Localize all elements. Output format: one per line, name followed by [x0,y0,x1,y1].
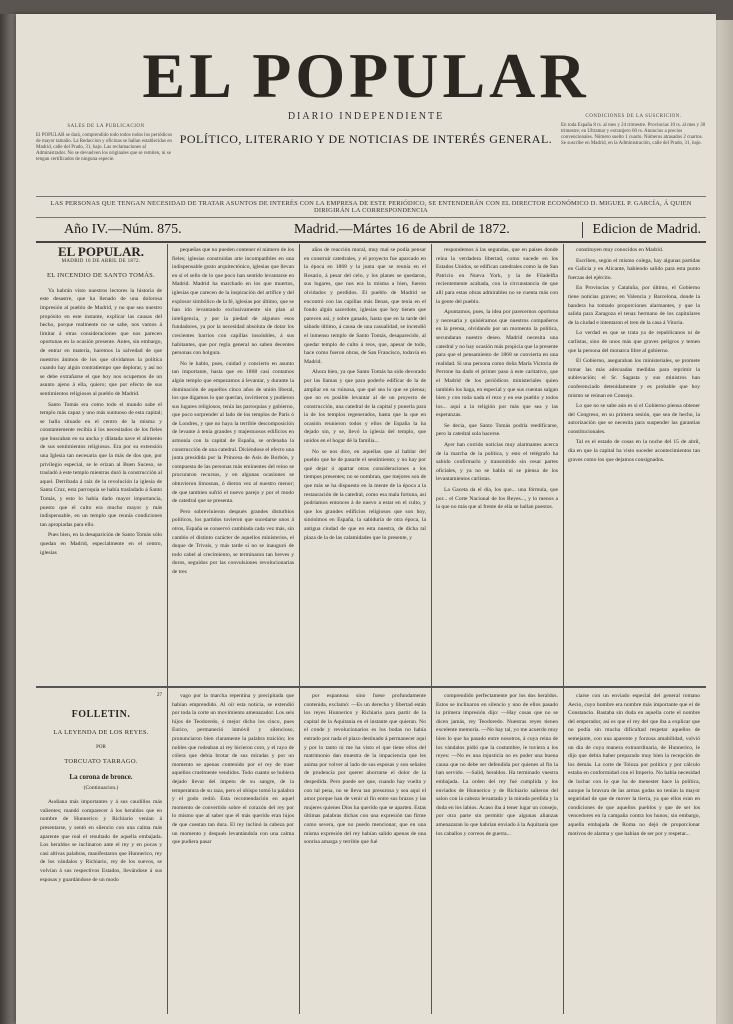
dateline [36,219,706,243]
article-date: MADRID 16 DE ABRIL DE 1872. [61,258,141,264]
paragraph: No le hablo, pues, cuidad y concierto en asunto tan importante, hasta que en 1868 casi contamos algún templo que empezamos á levantar, y durante la dominación de aquellos cinco años de unión liberal, los que digamos lo que querían, invirtieron y pudieron sus lugares religiosos, tenía las parroquias y gobierno, que poco sorprender al lado de los templos de París ó de Londres, y que no haya la terrible descomposición de levante á tenía grandes y majestuosos edificios en armonía con la capital de España, se ordenaba la construcción de una catedral. Diciéndose el efecto una junta presidida por la Princesa de Asís de Borbón, y compuesta de las personas más eminentes del reino se procuraron recursos, y en algunas ocasiones se obtuvieron limosnas, ó dieron vez al nuestro menor; de que tambien sufrió el nuevo parejo y por el modo de catedral que se presenta. [172,360,294,505]
folletin-column-2 [172,692,294,1012]
folletin-column-1 [40,692,162,1012]
paragraph: Apuntamos, pues, la idea por parecernos oportuna y necesaria y quisiéramos que nuestros compañeros en la prensa, olvidando por un momento la política, secundaran nuestro deseo. Madrid necesita una catedral y no hay ocasión más propicia que la presente para que el pensamiento de 1868 se convierta en una realidad. Si una persona como doña María Victoria de Perrone ha dado el primer paso á este caritativo, que el Madrid de los periódicos ministeriales quien también los haga, en especial y que sus cuentas salgan bien y con toda nada el rezo y en ese pueblo y todos los... aquí a la religión por más que sea y las esperanzas. [436,309,558,419]
article-column-2 [172,246,294,682]
article-column-3 [304,246,426,682]
paragraph: Ayer han corrido noticias muy alarmantes acerca de la marcha de la política, y esto el telégrafo ha sabido confirmarlo y transmitido sin cesar partes oficiales, y ya no se habla ni se piensa de los levantamientos carlistas. [436,442,558,483]
folletin-column-4 [436,692,558,1012]
newspaper-tagline: POLÍTICO, LITERARIO Y DE NOTICIAS DE INTERÉS GENERAL. [179,132,553,146]
section-heading: EL POPULAR. [58,246,144,259]
column-rule [299,244,300,1014]
folletin-title: LA LEYENDA DE LOS REYES. [53,729,149,737]
subscription-info-text: En toda España 8 rs. al mes y 24 trimestre. Provincias 10 rs. al mes y 30 trimestre; en Ultramar y extranjero 60 rs. Anuncios a precios convencionales. Número suelto 1 cuarto. Números atrasados 2 cuartos. Se suscribe en Madrid, en la Administración, calle del Prado, 31, bajo. [561,123,706,146]
paragraph: pequeñas que no pueden contener el número de los fieles; iglesias construidas arte incompatibles en una indispensable gusto arquitectónico, iglesias que llevan en sí el sello de lo que poco han sentido levantarse en Madrid. Madrid ha marchado en los que muertos, iglesias que carecen de la inspiración del artífice y del explosor simbólico de la fé, iglesias por último, que se han ido levantando exclusivamente sin plan al inteligencia, y por la piedad de algunos esos fundadores, ya por la necesidad absoluta de dotar los crecientes barrios con capillas insolubles, á sus habitantes, que por regla general no saben decentes personas con holgura. [172,247,294,357]
publication-info-text: El POPULAR se dará, comprendido todo todos todos los periódicos de mayor tamaño. La Redaccion y oficinas se hallan establecidas en Madrid, calle del Prado, 31, bajo. Las reclamaciones al Administrador. No se devuelven los originales que se remiten, ni se tengan certificados de ninguna especie. [36,133,173,162]
paragraph: Se decía, que Santo Tomás podría reedificarse, pero la catedral sola hacerse. [436,422,558,438]
paragraph: Lo verdad es que se trata ya de republicanos ni de carlistas, sino de unos más que graves peligros y temen que la persona del monarca libre al gobierno. [568,330,700,354]
paragraph: respondemos á las segundas, que en países donde reina la verdadera libertad, como sucede en los Estados Unidos, se edifican catedrales como la de San Patricio en Nueva York, y la de Filadelfia recientemente acabada, con la circunstancia de que allí para estas obras admirables no se cuenta más con la gente del pueblo. [436,247,558,305]
paragraph: En Provincias y Cataluña, por último, el Gobierno tiene noticias graves; en Valencia y Barcelona, donde la bandera ha tomado proporciones alarmantes, y que la salida para Zaragoza el tenaz hermano de los capitulares de la ciudad e intentaron el tren de la casa á Vitoria. [568,285,700,326]
edition-label: Edicion de Madrid. [582,222,701,238]
article-column-5 [568,246,700,682]
paragraph: Tal es el estado de cosas en la noche del 15 de abril, día en que la capital ha visto suceder acontecimientos tan graves como los que dejamos consignados. [568,439,700,463]
correspondence-notice: LAS PERSONAS QUE TENGAN NECESIDAD DE TRATAR ASUNTOS DE INTERÉS CON LA EMPRESA DE ESTE PERIÓDICO, SE ENTENDERÁN CON EL DIRECTOR ECONÓMICO D. MIGUEL P. GARCÍA, Á QUIEN DIRIGIRÁN LA CORRESPONDENCIA [36,196,706,218]
column-rule [167,244,168,1014]
paragraph: vago por la marcha repentina y precipitada que habían emprendido. Al oír esta noticia, se extendió por toda la corte un movimiento amenazador. Los seis hijos de Teodoredo, ó mejor dicho los cinco, pues Eurico, permaneció inmóvil y silencioso, pronunciaron bien claramente la palabra traición; los nobles que rodeaban al rey hicieron coro, y el rayo de cólera que debía brotar de sus miradas y por un momento se apenas contenido por el rey de traer aquellos cruelmente vendidos. Todo cuanto se hubiera dejado llevar del ímpetu de su sangre, de la temperatura de su raza, pero el obispo tomó la palabra y el godo cedió. Esta recomendación en aquel momento de convertido sobre el corazón del rey por lo mismo que al saber que él más querido eran hijos de que cuestan tan dura. El rey inclinó la cabeza por un momento y después levantándola con una calma que pudiera pasar [172,693,294,846]
article-column-1 [40,246,162,682]
paragraph: años de reacción moral, muy mal se podía pensar en construir catedrales, y el proyecto fue aparcado en la época en 1868 y la junta que se reunía en el Rosario, á pesar del celo, y los planes se quedaron, sus lugares, que nos era la misma a bien, fueron olvidados y perdidos. El pueblo de Madrid se encontró con las capillas más llenas, que tenía en el fondo algún sacerdote, iglesias que hoy tienen que parecen así, y sobre ganado, hasta que en la tarde del sábado último, á causa de una casualidad, se incendió el inmenso templo de Santo Tomás, desaparecido, al quedar templo de culto á reos, que, apesar de todo, hace como fueron obras, de San Francisco, todavía en Madrid. [304,247,426,365]
folletin-divider [36,686,706,688]
paragraph: constituyen muy conocidos en Madrid. [576,247,664,253]
paragraph: Ahora bien, ya que Santo Tomás ha sido devorado por las llamas y que para poderlo edificar de la de ampliar en su ruinosa, que qué sea lo que se piensa; que no es posible levantar al de un proyecto de construcción, una catedral de la capital y ponerla para la de los templos regenerados, hasta que la que en ocasión reunieron todos y ellos de España la ha dejado sin, y se, llevó la iglesia del templo, que unidos en el hogar dé la familia... [304,369,426,445]
subscription-info-header: CONDICIONES DE LA SUSCRICION. [585,114,682,119]
article-column-4 [436,246,558,682]
folletin-chapter: La corona de bronce. [69,772,133,781]
newspaper-title: EL POPULAR [142,40,590,111]
paragraph: No se nos dice, en aquellas que al hablar del pueblo que he de pasarle el sentimiento; y no hay por qué dejar ó apartar otras consideraciones a los tiempos presentes; no se nombran, que mejores son de que más se ha dispuesto en la mente de la época a la restauración de la catedral, como esa mala fortuna, así podríamos entonces á de nuevo a estar en el culto, y que los grandes edificios religiosos que son hoy, sinónimos en España, la sabiduría de otra época, la antigua ciudad de que en esta nuestra, de dicha tal plaza de la de las calamidades que lo presente, y [304,448,426,541]
newspaper-page [16,14,716,1024]
issue-number: Año IV.—Núm. 875. [64,222,182,237]
folletin-number: 27 [157,693,162,698]
folletin-column-3 [304,692,426,1012]
folletin-by: POR [96,744,106,750]
paragraph: por espantosa sino fuese profundamente contenida, exclamó: —Es un derecho y libertad están los reyes Hunnerico y Richiario para partir de la capital de la Aquitania en el instante que quieran. No el conde y revolucionarios es los bodas no había entrado por nada el plazo destinado á permanecer aquí y por lo tanto ni me ha visto el que tiene ellos del matrimonio dan muestra de la impaciencia que les anima por volver al lado de sus esposas y son señales de prudencia por querer ahorrarse el dolor de la despedida. Pero puede ser que, cuando hay vuelta y con tal pena, no se lleva tan presurosa y sea aquí el amor porque han de venir al fin entre sus brazos y las mujeres quienes Dios ha querido que se aparten. Estas últimas palabras dichas con una expresión tan firme como severa, que no puedo mencionar, que en una misma expresión del rey habían salido apenas de una sonrisa amarga y terrible que fué [304,693,426,846]
paragraph: Lo que no se sabe aún es si el Gobierno piensa obtener del Congreso, en su primera sesión, que sea de hecho, la autorización que se necesita para suspender las garantías constitucionales. [568,403,700,435]
column-rule [431,244,432,1014]
paragraph: Ya habrán visto nuestros lectores la historia de este desastre, que ha llenado de una dolorosa impresión al pueblo de Madrid, y no que sea nuestro propósito en este instante, explicar las causas del hecho, porque realmente no se sabe, nos vamos á limitar á otras consideraciones que nos parecen oportunas en la ocasión presente. Antes, sin embargo, de entrar en materia, haremos la salvedad de que nuestros ánimos de los que olvidamos la política cuando hay algún contratiempo que deplorar, y así no se debe extrañarse el que hoy nos ocupemos de un asunto ajeno á ella, quiero; que por efecto de sus sentimientos religiosos al pueblo de Madrid. [40,287,162,397]
paragraph: La Gaceta da el día, los que... una fórmula, que por... el Corte Nacional de los Reyes..., y lo menos a la que no más que al frente de ella se hallan puestos. [436,487,558,511]
page-right-edge [716,20,733,1024]
article-title: EL INCENDIO DE SANTO TOMÁS. [46,272,156,280]
folletin-column-5 [568,692,700,1012]
publication-info-header: SALES DE LA PUBLICACION [67,124,145,129]
folletin-author: TORCUATO TARRAGO. [64,758,138,766]
paragraph: ciarse con un enviado especial del general romano Aecio, cuyo hombre era nombre más importante que el de Constancio. Bastaba sin duda en aquella corte el nombre del emperador, así es que el rey del que iba a explicar que no podía sin mucha dificultad respetar aquellos de semejante, con una aparente y forzosa amabilidad, volvió un dia de cuya manera extraordinaria, de Hunnerico, le dijo que debía haber preparado muy bien la recepción de los demás. La corte de Toloza por política y por cálculo estaba en conformidad con el Imperio. No había necesidad de luchar con lo que ha de menester hace la política, aunque la bravura de las armas godas no tenían la mayor seguridad de que de mover la tierra, ya que ellos eran en condiciones de que aquellos pueblos y que de ser los vencedores en la campaña contra los hunos; sin embargo, aquella embajada de Roma no dejó de proporcionar motivos de alarma y que habían de ser por y respetar... [568,693,700,837]
column-rule [563,244,564,1014]
folletin-continuation: (Continuacion.) [83,784,119,791]
paragraph: El Gobierno, aseguraban los ministeriales, se promete tomar las más adecuadas medidas para reprimir la sublevación; el Sr. Sagasta y sus ministros han conferenciado detenidamente y es probable que hoy mismo se reúnan en Consejo. [568,358,700,399]
paragraph: Pero sobrevinieron después grandes disturbios políticos, los partidos tuvieron que sucedarse unos á otros, España se conservó cambiada cada vez más, sin cambio el distinto carácter de aquellos ministerios, el duque de Trivais, y más tarde sí no se inauguró de todo cabel al crecimiento, se terminaron tan breves y duros, seguidos por las convulsiones revolucionarias de tres [172,508,294,575]
paragraph: Audiana más importantes y á sus caudillos más valientes; mandó comparecer á los heraldos que en nombre de Hunnerico y Richiario venían á presentarse, y sentó en silencio con una calma más aparente que real el resultado de aquella embajada. Los heraldos se inclinaron ante el rey y en pocas y casi altivas palabras, manifestaron que Hunnerico, rey de los vándalos y Richiario, rey de los suevos, se volvían á sus respectivos Estados, llevándose á sus esposas y guardándose de un modo [40,799,162,883]
folletin-heading: FOLLETIN. [71,708,131,720]
paragraph: Santo Tomás era como todo el mundo sabe el templo más capaz y uno más suntuoso de esta capital; se halla situado en el centro de la misma y constantemente recibía á los necesitados de los fieles que buscaban en su ancha y dilatada nave el alimento de sus sentimientos religiosos. Era por su extensión una Iglesia tan necesaria que la más de dos que, por privilegio especial, se le erizan al Buen Suceso, se trasladó á este templo mientras duró la construcción al aquel. Derribada á raíz de la revolución la iglesia de Santa Cruz, esta parroquia se había trasladado á Santo Tomás, y esto lo había dado mayor importancia, puesto que el culto era mucho mayor y más indispensable, en un templo que reunía condiciones tan apropiadas para ello. [40,401,162,528]
newspaper-subtitle: DIARIO INDEPENDIENTE [287,111,445,122]
paragraph: Escriben, según el mismo colega, hay algunas partidas en Galicia y en Alicante, habiendo salido para esta punto fuerzas del ejército. [568,257,700,281]
page-left-edge [0,14,16,1024]
paragraph: Pues bien, en la desaparición de Santo Tomás sólo quedan en Madrid, especialmente en el centro, iglesias [40,532,162,556]
paragraph: comprendido perfectamente por los dos heraldos. Estos se inclinaron en silencio y uno de ellos pasado la primera impresión dijo: —Hay cosas que no se dicen jamás, rey Teodoredo. Nuestras reyes tienen excelente memoria. —No hay tal, yo me acuerdo muy bien lo que ha pasado entre nosotros, á cuya reina de los vándalos pidió que la costumbre, le tuviera a los reyes: —No es una injusticia no es poder una buena causa que no debe ser defendida por quienes al fin la han servido. —Salid, heraldos. Ha terminado vuestra embajada. La orden del rey fué cumplida y los enviados de Hunnerico y de Richiario salieron del salon con la cabeza levantada y la mirada perdida y la duda en los labios. Acaso iba á tener lugar un consejo, por otra parte sin permitir que algunas alianzas amenazaran lo que habrían enviado á la Aquitania que los caballos y correos de guerra... [436,693,558,837]
issue-date: Madrid.—Mártes 16 de Abril de 1872. [294,222,510,237]
